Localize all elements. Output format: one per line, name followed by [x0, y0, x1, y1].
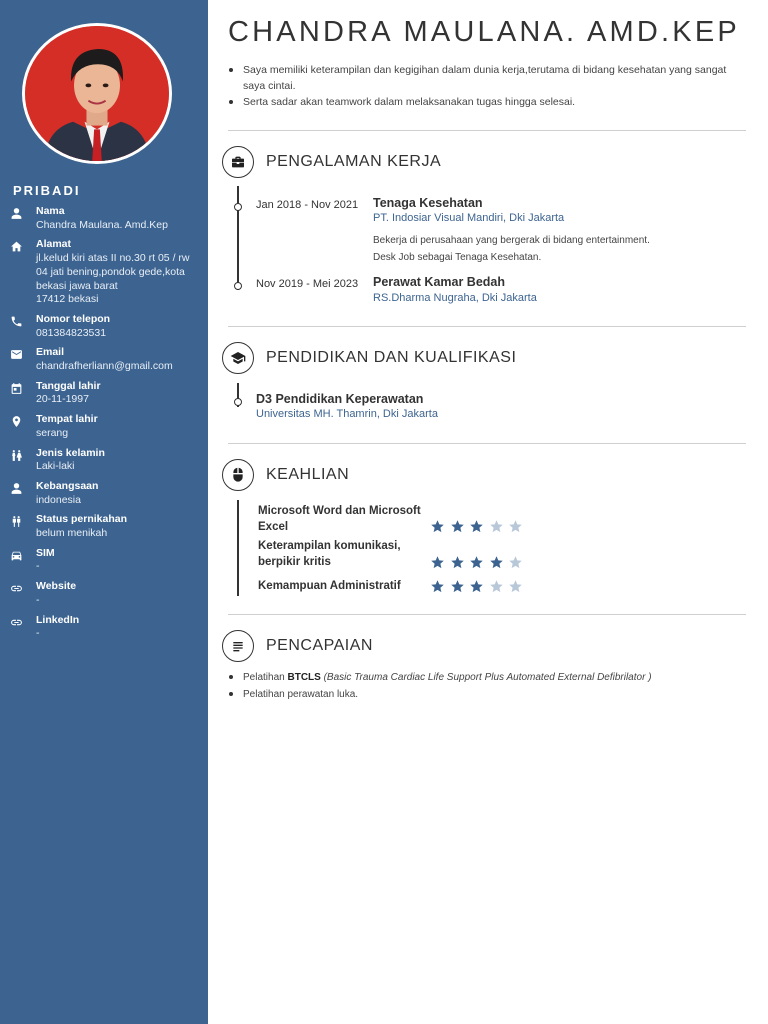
home-icon: [10, 240, 24, 254]
education-school: Universitas MH. Thamrin, Dki Jakarta: [256, 408, 438, 420]
personal-info-item: [10, 346, 202, 373]
personal-info-value: chandrafherliann@gmail.com: [36, 360, 173, 373]
job-company: PT. Indosiar Visual Mandiri, Dki Jakarta: [373, 212, 565, 224]
personal-info-value: Chandra Maulana. Amd.Kep: [36, 218, 168, 231]
personal-info-value: jl.kelud kiri atas II no.30 rt 05 / rw 04 jati bening,pondok gede,kota bekasi jawa barat 17412 bekasi: [36, 252, 190, 306]
personal-info-value: serang: [36, 426, 69, 439]
personal-info-label: Nama: [36, 205, 65, 217]
achievement-text: Pelatihan: [243, 672, 288, 683]
personal-info-list: [10, 205, 202, 647]
personal-info-text: [36, 480, 98, 507]
personal-info-value: -: [36, 627, 40, 640]
sidebar: [0, 0, 208, 1024]
personal-info-text: [36, 614, 79, 641]
experience-title: PENGALAMAN KERJA: [266, 153, 442, 170]
personal-info-label: Jenis kelamin: [36, 446, 105, 459]
personal-info-item: [10, 313, 202, 340]
experience-header: [222, 146, 441, 178]
person-icon: [10, 482, 24, 496]
personal-info-item: [10, 580, 202, 607]
divider: [228, 130, 746, 131]
calendar-icon: [10, 382, 24, 396]
divider: [228, 443, 746, 444]
profile-photo: [22, 23, 172, 164]
timeline-dot: [234, 282, 242, 290]
personal-info-label: Alamat: [36, 238, 72, 251]
person-icon: [10, 207, 24, 221]
timeline-dot: [234, 398, 242, 406]
star-filled-icon: [469, 519, 484, 534]
personal-info-text: [36, 513, 127, 540]
personal-info-label: Tempat lahir: [36, 413, 98, 426]
skill-name: Keterampilan komunikasi, berpikir kritis: [258, 540, 401, 568]
job-description: Desk Job sebagai Tenaga Kesehatan.: [373, 252, 542, 263]
personal-info-text: [36, 580, 76, 607]
personal-info-value: Laki-laki: [36, 460, 75, 473]
personal-info-label: Nomor telepon: [36, 312, 111, 325]
link-icon: [10, 582, 24, 596]
job-role: Tenaga Kesehatan: [373, 196, 483, 210]
personal-info-item: [10, 447, 202, 474]
achievements-header: [222, 630, 373, 662]
skills-header: [222, 459, 349, 491]
personal-info-item: [10, 480, 202, 507]
star-filled-icon: [469, 579, 484, 594]
personal-info-label: Website: [36, 580, 77, 593]
personal-info-value: indonesia: [36, 493, 81, 506]
education-title: PENDIDIKAN DAN KUALIFIKASI: [266, 349, 517, 366]
personal-info-value: -: [36, 593, 40, 606]
job-date: Nov 2019 - Mei 2023: [256, 278, 359, 290]
star-filled-icon: [450, 519, 465, 534]
briefcase-icon: [222, 146, 254, 178]
personal-info-label: LinkedIn: [36, 613, 80, 626]
job-date: Jan 2018 - Nov 2021: [256, 199, 359, 211]
divider: [228, 326, 746, 327]
personal-info-label: Email: [36, 346, 65, 359]
personal-info-label: Status pernikahan: [36, 513, 128, 526]
personal-info-text: [36, 205, 168, 232]
personal-info-value: 081384823531: [36, 326, 107, 339]
star-empty-icon: [508, 519, 523, 534]
education-header: [222, 342, 516, 374]
personal-info-item: [10, 205, 202, 232]
job-company: RS.Dharma Nugraha, Dki Jakarta: [373, 292, 537, 304]
job-description: Bekerja di perusahaan yang bergerak di bidang entertainment.: [373, 235, 650, 246]
star-filled-icon: [430, 555, 445, 570]
car-icon: [10, 549, 24, 563]
personal-info-text: [36, 547, 55, 574]
personal-info-text: [36, 313, 110, 340]
personal-info-label: Kebangsaan: [36, 479, 99, 492]
graduation-cap-icon: [222, 342, 254, 374]
skill-name: Kemampuan Administratif: [258, 580, 401, 592]
summary-item: Serta sadar akan teamwork dalam melaksanakan tugas hingga selesai.: [228, 94, 728, 110]
star-empty-icon: [489, 519, 504, 534]
divider: [228, 614, 746, 615]
personal-info-text: [36, 380, 101, 407]
mouse-icon: [222, 459, 254, 491]
achievements-title: PENCAPAIAN: [266, 637, 373, 654]
candidate-name: CHANDRA MAULANA. AMD.KEP: [228, 16, 740, 48]
personal-info-text: [36, 413, 98, 440]
achievement-item: [228, 669, 652, 686]
personal-info-item: [10, 413, 202, 440]
location-pin-icon: [10, 415, 24, 429]
star-empty-icon: [508, 579, 523, 594]
personal-info-text: [36, 447, 105, 474]
achievement-bold: BTCLS: [287, 672, 321, 683]
personal-info-item: [10, 380, 202, 407]
personal-section-title: PRIBADI: [13, 183, 81, 198]
personal-info-value: 20-11-1997: [36, 393, 89, 406]
achievement-text: Pelatihan perawatan luka.: [243, 689, 359, 700]
email-icon: [10, 348, 24, 362]
personal-info-text: [36, 238, 189, 307]
skill-rating: [430, 519, 528, 534]
star-filled-icon: [430, 519, 445, 534]
star-filled-icon: [469, 555, 484, 570]
job-role: Perawat Kamar Bedah: [373, 275, 506, 289]
gender-icon: [10, 449, 24, 463]
personal-info-item: [10, 238, 202, 307]
star-filled-icon: [450, 579, 465, 594]
people-icon: [10, 515, 24, 529]
summary: [228, 62, 728, 110]
personal-info-item: [10, 614, 202, 641]
list-icon: [222, 630, 254, 662]
skills-timeline: [237, 500, 239, 596]
personal-info-item: [10, 513, 202, 540]
star-filled-icon: [430, 579, 445, 594]
skill-rating: [430, 555, 528, 570]
personal-info-label: Tanggal lahir: [36, 379, 101, 392]
star-empty-icon: [508, 555, 523, 570]
personal-info-value: -: [36, 560, 40, 573]
skill-rating: [430, 579, 528, 594]
experience-timeline: [237, 186, 239, 290]
timeline-dot: [234, 203, 242, 211]
personal-info-item: [10, 547, 202, 574]
star-filled-icon: [489, 555, 504, 570]
personal-info-value: belum menikah: [36, 527, 108, 540]
phone-icon: [10, 315, 24, 329]
skills-title: KEAHLIAN: [266, 466, 350, 483]
link-icon: [10, 616, 24, 630]
achievement-italic: (Basic Trauma Cardiac Life Support Plus Automated External Defibrilator ): [320, 672, 652, 683]
personal-info-text: [36, 346, 173, 373]
education-degree: D3 Pendidikan Keperawatan: [256, 392, 424, 406]
star-empty-icon: [489, 579, 504, 594]
personal-info-label: SIM: [36, 546, 55, 559]
achievement-item: [228, 686, 358, 703]
star-filled-icon: [450, 555, 465, 570]
skill-name: Microsoft Word dan Microsoft Excel: [258, 505, 421, 533]
summary-item: Saya memiliki keterampilan dan kegigihan dalam dunia kerja,terutama di bidang kesehatan yang sangat saya cintai.: [228, 62, 728, 94]
